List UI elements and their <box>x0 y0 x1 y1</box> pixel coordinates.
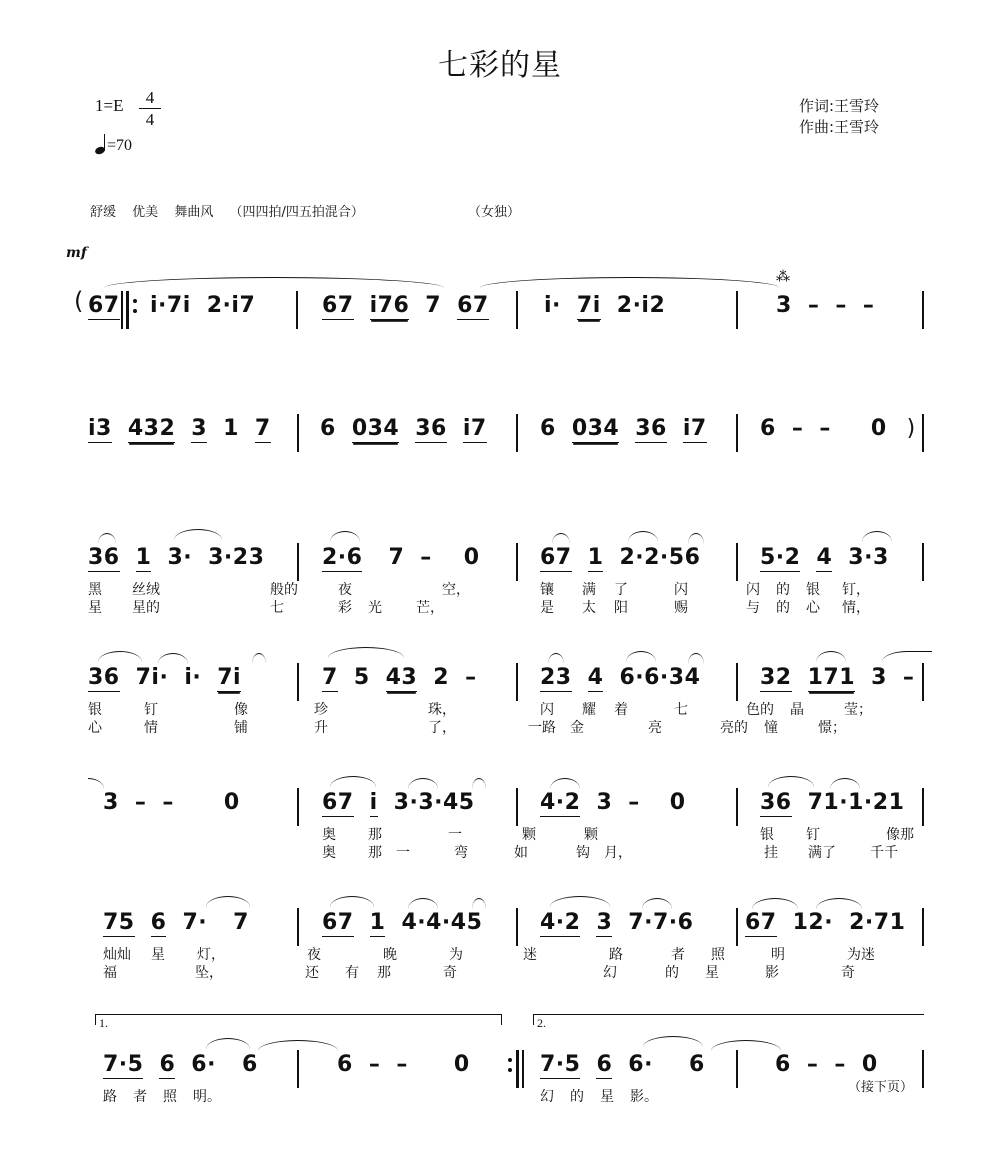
slur <box>552 533 570 544</box>
barline <box>922 1050 924 1088</box>
repeat-start-barline <box>126 291 129 329</box>
lyric-line-2: 福 坠， 还 有 那 奇 幻 的 星 影 奇 <box>103 965 855 981</box>
slur <box>174 529 222 540</box>
note: 6 <box>337 1052 353 1077</box>
note-group: i3 <box>88 416 112 441</box>
note: 1 <box>369 910 386 935</box>
slur <box>626 651 656 662</box>
note-group: 034 <box>351 416 400 441</box>
dash: – <box>834 1052 846 1077</box>
barline <box>297 908 299 946</box>
note-group: 2·i7 <box>206 293 256 318</box>
measure-2-2 <box>320 416 503 443</box>
note-group: 6·6·34 <box>619 665 701 690</box>
note-group: 7·7·6 <box>628 910 694 935</box>
measure-6-4 <box>745 910 921 937</box>
note: 6 <box>241 1052 258 1077</box>
style-meter: （四四拍/四五拍混合） <box>229 205 364 220</box>
measure-6-1 <box>103 910 265 937</box>
barline <box>297 414 299 452</box>
slur <box>752 898 798 909</box>
measure-4-2 <box>322 665 493 692</box>
lyric-line-2: 心 情 铺 升 了， <box>88 720 456 736</box>
key-signature: 1=E <box>95 96 124 115</box>
note-group: 3· <box>167 545 193 570</box>
note-group: 7i <box>576 293 601 318</box>
dash: – <box>819 416 831 441</box>
barline <box>922 291 924 329</box>
note: 6 <box>760 416 776 441</box>
note: 3 <box>103 790 119 815</box>
note: 7 <box>233 910 249 935</box>
composer: 作曲:王雪玲 <box>799 118 880 136</box>
tempo-marking <box>95 134 132 155</box>
slur <box>330 531 360 542</box>
note: 6 <box>775 1052 791 1077</box>
note-group: 2·6 <box>322 545 363 570</box>
note: 6 <box>596 1052 613 1077</box>
slur <box>252 653 266 664</box>
time-numerator: 4 <box>145 88 155 107</box>
barline <box>297 543 299 581</box>
slur <box>862 531 892 542</box>
note-group: 7i· <box>135 665 169 690</box>
note-group: 7 <box>254 416 271 441</box>
note-group: 67 <box>322 293 354 318</box>
note-group: i·7i <box>150 293 191 318</box>
note-group: 36 <box>415 416 447 441</box>
note-group: 2·2·56 <box>619 545 701 570</box>
note-group: 67 <box>540 545 572 570</box>
barline <box>922 543 924 581</box>
voice-designation: （女独） <box>468 205 521 220</box>
note-group: 7·5 <box>103 1052 144 1077</box>
barline <box>922 908 924 946</box>
barline <box>922 414 924 452</box>
repeat-dots <box>133 293 137 319</box>
note-group: 4·2 <box>540 790 581 815</box>
slur <box>408 778 438 789</box>
measure-7-3 <box>540 1052 721 1079</box>
style-1: 舒缓 <box>90 205 117 220</box>
note-group: 7 <box>425 293 442 318</box>
measure-4-3 <box>540 665 716 692</box>
style-description <box>90 201 376 220</box>
measure-1-2 <box>150 293 271 319</box>
rest: 0 <box>669 790 686 815</box>
barline <box>516 414 518 452</box>
barline <box>297 788 299 826</box>
dash: – <box>902 665 915 690</box>
note: 6· <box>628 1052 653 1077</box>
rest: 0 <box>223 790 240 815</box>
note: 7· <box>182 910 208 935</box>
note: 6 <box>688 1052 705 1077</box>
note: 3 <box>596 790 613 815</box>
tie <box>88 778 104 789</box>
measure-5-4 <box>760 790 920 817</box>
barline <box>516 543 518 581</box>
note-group: 32 <box>760 665 792 690</box>
note-group: 67 <box>322 910 354 935</box>
tie <box>258 1040 338 1051</box>
tie <box>711 1040 781 1051</box>
note-group: i7 <box>462 416 487 441</box>
measure-3-1 <box>88 545 280 572</box>
repeat-dots <box>508 1052 512 1078</box>
note-group: 2·i2 <box>616 293 666 318</box>
lyric-line-2: 奥 那 一 弯 如 钩 月， 挂 满了 千千 <box>322 845 898 861</box>
note: 3 <box>871 665 887 690</box>
measure-5-1 <box>103 790 256 816</box>
note: 3 <box>596 910 613 935</box>
slur <box>816 898 862 909</box>
note: 7 <box>322 665 338 690</box>
note: 2 <box>433 665 450 690</box>
note-group: 23 <box>540 665 572 690</box>
second-ending-label: 2. <box>537 1016 546 1030</box>
time-denominator: 4 <box>145 110 155 129</box>
note-group: 3 <box>191 416 208 441</box>
note-group: 1 <box>135 545 152 570</box>
lyric-line-2b: 一路 金 亮 亮的 憧 憬； <box>528 720 846 736</box>
dash: – <box>396 1052 408 1077</box>
quarter-note-icon <box>95 134 107 154</box>
lyric-line-1b: 闪 耀 着 七 色的 晶 莹； <box>540 702 872 718</box>
barline <box>297 1050 299 1088</box>
slur <box>642 898 672 909</box>
slur <box>628 531 658 542</box>
measure-3-4 <box>760 545 905 572</box>
slur <box>330 776 376 787</box>
measure-7-1 <box>103 1052 274 1079</box>
measure-6-3 <box>540 910 709 937</box>
slur <box>206 1038 250 1049</box>
note-group: 4·2 <box>540 910 581 935</box>
lyricist: 作词:王雪玲 <box>799 97 880 115</box>
note-group: 034 <box>571 416 620 441</box>
note-group: i· <box>544 293 561 318</box>
lyric-line-1: 灿灿 星 灯， 夜 晚 为 迷 路 者 照 明 为迷 <box>103 947 875 963</box>
note-group: 36 <box>635 416 667 441</box>
dash: – <box>835 293 847 318</box>
dash: – <box>791 416 804 441</box>
slur <box>206 896 250 907</box>
slur <box>830 778 860 789</box>
slur <box>550 896 610 907</box>
slur <box>480 277 780 288</box>
note: 3 <box>776 293 792 318</box>
measure-1-3 <box>322 293 505 320</box>
slur <box>104 277 444 288</box>
breath-mark-icon: ⁂ <box>776 269 790 285</box>
note-group: 67 <box>457 293 489 318</box>
dash: – <box>134 790 147 815</box>
credits <box>799 96 879 138</box>
dash: – <box>465 665 477 690</box>
note-group: 3·3 <box>848 545 889 570</box>
slur <box>472 898 486 909</box>
slur <box>328 647 404 658</box>
continued-next-page: （接下页） <box>848 1080 914 1095</box>
time-signature <box>139 88 161 129</box>
lyric-line-2b: 是 太 阳 赐 与 的 心 情， <box>540 600 870 616</box>
slur <box>550 778 580 789</box>
note-group: i76 <box>369 293 410 318</box>
note-group: 67 <box>745 910 777 935</box>
barline <box>296 291 298 329</box>
note-group: 3·3·45 <box>393 790 475 815</box>
note-group: 4·4·45 <box>401 910 483 935</box>
dynamic-marking: mf <box>66 245 87 261</box>
barline <box>922 788 924 826</box>
lyric-line-1: 路 者 照 明。 <box>103 1089 221 1105</box>
measure-5-3 <box>540 790 702 817</box>
slur <box>408 898 438 909</box>
measure-1-4 <box>544 293 681 320</box>
dash: – <box>420 545 432 570</box>
lyric-line-1: 黑 丝绒 般的 夜 空， <box>88 582 470 598</box>
rest: 0 <box>463 545 480 570</box>
measure-4-1 <box>88 665 257 692</box>
note-group: 36 <box>760 790 792 815</box>
lyric-line-1: 银 钉 像 珍 珠， <box>88 702 456 718</box>
measure-3-2 <box>322 545 496 572</box>
slur <box>472 778 486 789</box>
rest: 0 <box>870 416 887 441</box>
barline <box>736 788 738 826</box>
barline <box>736 663 738 701</box>
dash: – <box>368 1052 381 1077</box>
slur <box>98 651 142 662</box>
note: 7 <box>388 545 405 570</box>
note-group: 171 <box>807 665 856 690</box>
dash: – <box>862 293 875 318</box>
note-group: 3·23 <box>208 545 265 570</box>
note-group: 75 <box>103 910 135 935</box>
note-group: 43 <box>385 665 418 690</box>
lyric-line-1b: 镶 满 了 闪 闪 的 银 钉， <box>540 582 870 598</box>
time-divider <box>139 108 161 109</box>
measure-6-2 <box>322 910 498 937</box>
measure-2-4 <box>760 416 932 442</box>
note-group: 1 <box>587 545 604 570</box>
measure-4-4 <box>760 665 930 692</box>
barline <box>922 663 924 701</box>
slur <box>688 653 704 664</box>
close-paren: ) <box>906 416 916 441</box>
note-group: 2·71 <box>849 910 906 935</box>
barline <box>736 908 738 946</box>
note-group: 6 <box>540 416 556 441</box>
barline <box>121 291 123 329</box>
note-group: 67 <box>88 293 120 318</box>
barline <box>736 291 738 329</box>
measure-7-2 <box>337 1052 486 1078</box>
rest: 0 <box>861 1052 878 1077</box>
note-group: 432 <box>127 416 176 441</box>
note: 6 <box>150 910 167 935</box>
slur <box>768 776 814 787</box>
note-group: i7 <box>682 416 707 441</box>
measure-1-5 <box>776 293 890 319</box>
barline <box>736 543 738 581</box>
measure-3-3 <box>540 545 716 572</box>
note-group: 67 <box>322 790 354 815</box>
slur <box>816 651 846 662</box>
second-ending-bracket <box>533 1014 924 1030</box>
dash: – <box>162 790 174 815</box>
note-group: 7·5 <box>540 1052 581 1077</box>
measure-2-3 <box>540 416 723 443</box>
barline <box>516 291 518 329</box>
first-ending-bracket <box>95 1014 502 1030</box>
barline <box>516 788 518 826</box>
dash: – <box>628 790 640 815</box>
tempo-value: =70 <box>107 137 133 154</box>
slur <box>98 533 116 544</box>
note: i <box>369 790 378 815</box>
note-group: i· <box>184 665 202 690</box>
note-group: 12· <box>792 910 834 935</box>
song-title: 七彩的星 <box>438 48 562 83</box>
first-ending-label: 1. <box>99 1016 108 1030</box>
note-group: 5·2 <box>760 545 801 570</box>
slur <box>688 533 704 544</box>
note-group: 4 <box>816 545 833 570</box>
style-2: 优美 <box>132 205 159 220</box>
measure-7-4 <box>775 1052 894 1078</box>
dash: – <box>807 293 820 318</box>
measure-2-1 <box>88 416 287 443</box>
tie <box>882 651 932 662</box>
note: 4 <box>587 665 604 690</box>
slur <box>548 653 564 664</box>
note-group: 1 <box>223 416 239 441</box>
barline <box>516 663 518 701</box>
note-group: 36 <box>88 665 120 690</box>
style-3: 舞曲风 <box>174 205 214 220</box>
lyric-line-2: 星 星的 七 彩 光 芒， <box>88 600 444 616</box>
barline <box>736 1050 738 1088</box>
open-paren: ( <box>74 287 84 315</box>
note-group: 6 <box>320 416 336 441</box>
note: 6· <box>191 1052 216 1077</box>
note-group: 36 <box>88 545 120 570</box>
rest: 0 <box>453 1052 470 1077</box>
note-group: 7i <box>217 665 242 690</box>
barline <box>516 908 518 946</box>
slur <box>330 896 374 907</box>
note-group: 71·1·21 <box>807 790 905 815</box>
barline <box>522 1050 524 1088</box>
dash: – <box>806 1052 819 1077</box>
note: 5 <box>353 665 370 690</box>
measure-5-2 <box>322 790 491 817</box>
slur <box>643 1036 703 1047</box>
slur <box>158 653 188 664</box>
note: 6 <box>159 1052 176 1077</box>
barline <box>736 414 738 452</box>
repeat-end-barline <box>516 1050 519 1088</box>
lyric-line-1: 奥 那 一 颗 颗 银 钉 像那 <box>322 827 914 843</box>
barline <box>297 663 299 701</box>
lyric-line-1b: 幻 的 星 影。 <box>540 1089 658 1105</box>
